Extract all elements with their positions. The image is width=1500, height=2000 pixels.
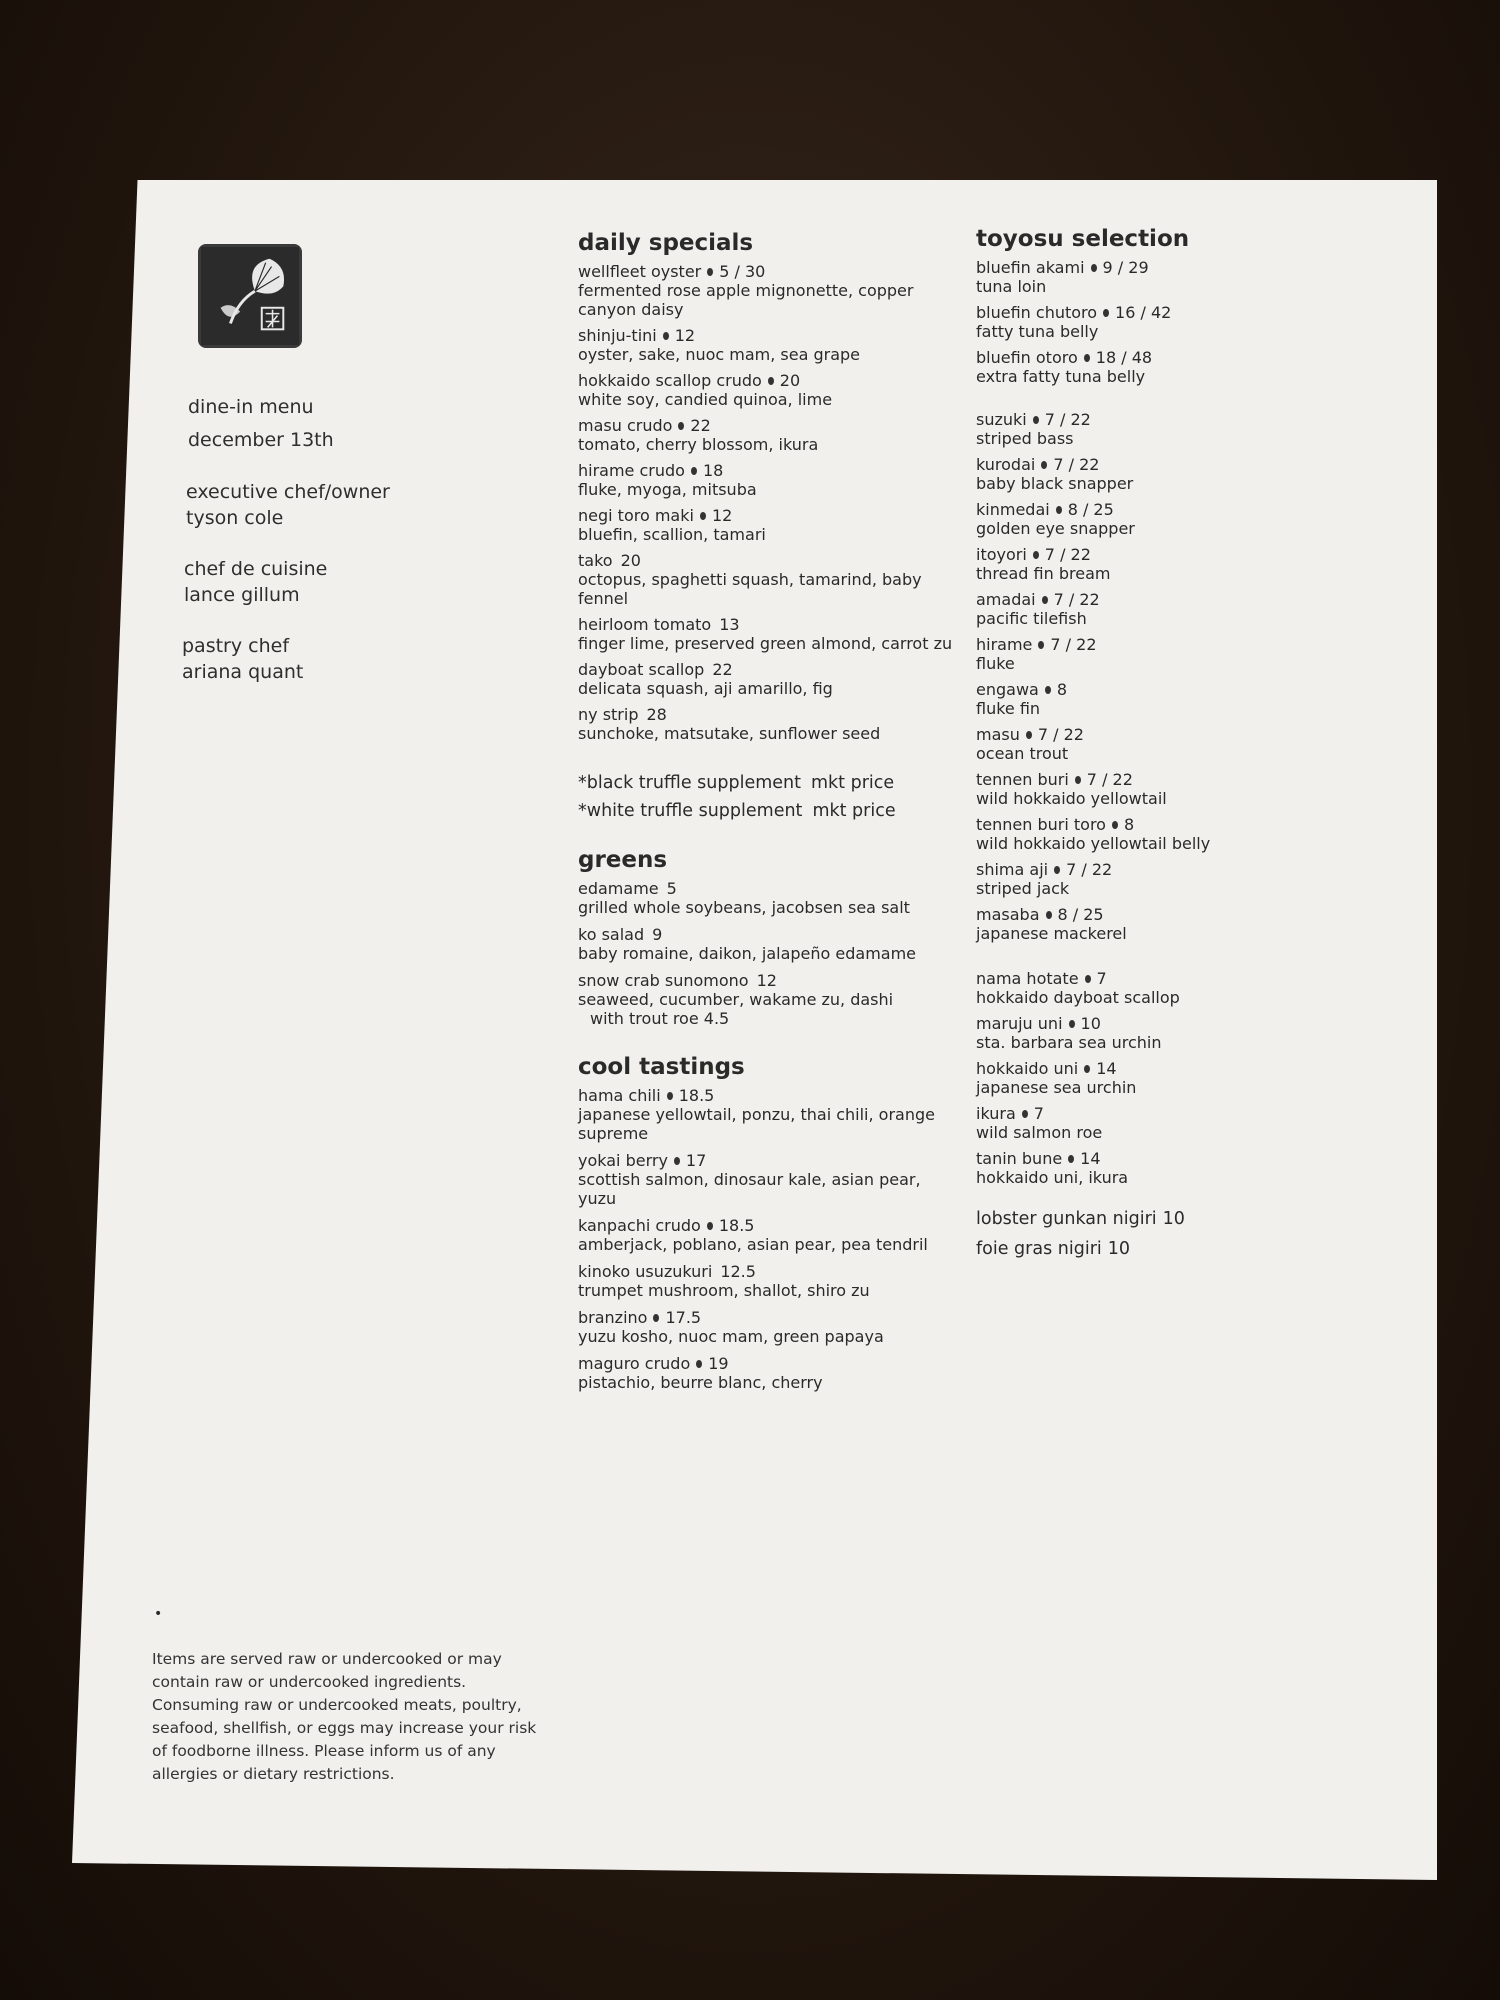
menu-item-name: snow crab sunomono xyxy=(578,971,749,990)
supplement-price: mkt price xyxy=(810,773,895,793)
menu-item-description: amberjack, poblano, asian pear, pea tendril xyxy=(578,1235,928,1254)
menu-item-price: 7 / 22 xyxy=(1037,725,1084,744)
raw-indicator-icon xyxy=(1084,354,1090,362)
raw-indicator-icon xyxy=(1042,596,1048,604)
menu-item xyxy=(578,1151,958,1208)
menu-item-price: 7 / 22 xyxy=(1050,635,1097,654)
menu-item-price: 7 / 22 xyxy=(1053,590,1100,609)
raw-indicator-icon xyxy=(1038,641,1044,649)
menu-date: december 13th xyxy=(188,429,334,451)
menu-item-name: kurodai xyxy=(976,455,1036,474)
menu-item xyxy=(578,506,958,544)
menu-item-description: hokkaido uni, ikura xyxy=(976,1168,1129,1187)
menu-item-name: tennen buri xyxy=(976,770,1069,789)
raw-indicator-icon xyxy=(1033,416,1039,424)
menu-item-description: fatty tuna belly xyxy=(976,322,1099,341)
menu-item-name-line xyxy=(578,371,958,390)
menu-item-price: 20 xyxy=(779,371,801,390)
raw-indicator-icon xyxy=(667,1092,673,1100)
menu-item-price: 7 / 22 xyxy=(1053,455,1100,474)
menu-item-name-line xyxy=(578,551,958,570)
raw-indicator-icon xyxy=(674,1157,680,1165)
menu-item xyxy=(976,860,1276,898)
menu-item-name: hirame xyxy=(976,635,1033,654)
raw-indicator-icon xyxy=(700,512,706,520)
menu-item-price: 10 xyxy=(1080,1014,1101,1033)
menu-item-name-line xyxy=(578,660,958,679)
menu-item-name-line xyxy=(976,905,1276,924)
raw-indicator-icon xyxy=(1045,686,1051,694)
menu-item-description: sunchoke, matsutake, sunflower seed xyxy=(578,724,881,743)
menu-item-name-line xyxy=(976,258,1276,277)
menu-item xyxy=(578,660,958,698)
menu-item-description: wild hokkaido yellowtail xyxy=(976,789,1167,808)
menu-item-name: suzuki xyxy=(976,410,1027,429)
menu-item xyxy=(976,348,1276,386)
menu-item-name-line xyxy=(976,815,1276,834)
menu-item-name-line xyxy=(976,725,1276,744)
menu-item xyxy=(578,1216,958,1254)
menu-item-price: 8 / 25 xyxy=(1067,500,1114,519)
menu-item-name: maruju uni xyxy=(976,1014,1063,1033)
menu-item-name-line xyxy=(578,1262,958,1281)
menu-item-price: 8 xyxy=(1056,680,1068,699)
menu-item-description: grilled whole soybeans, jacobsen sea salt xyxy=(578,898,910,917)
menu-item xyxy=(578,1308,958,1346)
menu-item-price: 9 xyxy=(652,925,663,944)
menu-item-price: 14 xyxy=(1080,1149,1101,1168)
menu-item xyxy=(578,615,958,653)
menu-item-price: 9 / 29 xyxy=(1102,258,1149,277)
menu-item-name: kinmedai xyxy=(976,500,1050,519)
raw-indicator-icon xyxy=(1046,911,1052,919)
menu-item-name-line xyxy=(976,545,1276,564)
extra-price: 10 xyxy=(1162,1209,1185,1229)
supplement-name: *white truffle supplement xyxy=(578,801,803,821)
disclaimer-mark: • xyxy=(154,1606,163,1622)
menu-item-description: extra fatty tuna belly xyxy=(976,367,1146,386)
menu-item-price: 19 xyxy=(708,1354,729,1373)
menu-item xyxy=(976,500,1276,538)
menu-item-price: 18.5 xyxy=(718,1216,755,1235)
menu-item xyxy=(976,815,1276,853)
menu-item-name-line xyxy=(578,879,958,898)
menu-item-name: ko salad xyxy=(578,925,645,944)
menu-item-price: 7 / 22 xyxy=(1086,770,1133,789)
menu-item-description: pistachio, beurre blanc, cherry xyxy=(578,1373,823,1392)
raw-indicator-icon xyxy=(696,1360,702,1368)
menu-item-price: 12 xyxy=(674,326,696,345)
menu-item-description: striped jack xyxy=(976,879,1070,898)
raw-indicator-icon xyxy=(707,1222,713,1230)
raw-indicator-icon xyxy=(1054,866,1060,874)
menu-item-name-line xyxy=(976,635,1276,654)
menu-item-description: white soy, candied quinoa, lime xyxy=(578,390,833,409)
menu-item xyxy=(578,371,958,409)
menu-item-price: 12.5 xyxy=(720,1262,756,1281)
menu-item-name: hama chili xyxy=(578,1086,661,1105)
menu-item xyxy=(578,1086,958,1143)
raw-indicator-icon xyxy=(1022,1110,1028,1118)
menu-item-name-line xyxy=(578,1354,958,1373)
menu-item xyxy=(976,1014,1276,1052)
menu-item-name: hokkaido scallop crudo xyxy=(578,371,762,390)
menu-item-name-line xyxy=(578,925,958,944)
menu-item xyxy=(578,262,958,319)
menu-item-name: kanpachi crudo xyxy=(578,1216,701,1235)
menu-item-name-line xyxy=(976,1104,1276,1123)
menu-item xyxy=(578,326,958,364)
menu-item-name: shima aji xyxy=(976,860,1049,879)
restaurant-logo xyxy=(198,244,302,348)
menu-item-name-line xyxy=(976,1149,1276,1168)
menu-item-description: sta. barbara sea urchin xyxy=(976,1033,1162,1052)
menu-item-price: 8 / 25 xyxy=(1057,905,1104,924)
raw-indicator-icon xyxy=(1033,551,1039,559)
menu-item-price: 18 / 48 xyxy=(1095,348,1153,367)
menu-item-description: fermented rose apple mignonette, copper canyon daisy xyxy=(578,281,914,319)
menu-item-name-line xyxy=(976,770,1276,789)
menu-item-description: fluke fin xyxy=(976,699,1041,718)
middle-column xyxy=(578,230,958,1392)
menu-item-description: tuna loin xyxy=(976,277,1047,296)
menu-item-name: bluefin akami xyxy=(976,258,1085,277)
extra-name: lobster gunkan nigiri xyxy=(976,1209,1157,1229)
menu-item-name: nama hotate xyxy=(976,969,1079,988)
menu-item-description: japanese yellowtail, ponzu, thai chili, orange supreme xyxy=(578,1105,935,1143)
menu-item xyxy=(578,416,958,454)
menu-item xyxy=(976,635,1276,673)
menu-item xyxy=(578,971,958,1028)
menu-item-name-line xyxy=(976,680,1276,699)
menu-item xyxy=(976,258,1276,296)
menu-item xyxy=(976,680,1276,718)
menu-item-description: ocean trout xyxy=(976,744,1069,763)
menu-item-description: yuzu kosho, nuoc mam, green papaya xyxy=(578,1327,884,1346)
menu-item-price: 8 xyxy=(1123,815,1135,834)
menu-item-price: 7 / 22 xyxy=(1066,860,1113,879)
role-name: tyson cole xyxy=(186,507,284,529)
nigiri-extra xyxy=(976,1239,1276,1259)
menu-item-name-line xyxy=(578,971,958,990)
menu-item-price: 22 xyxy=(712,660,733,679)
menu-item-description: seaweed, cucumber, wakame zu, dashi xyxy=(578,990,894,1009)
raw-indicator-icon xyxy=(1069,1020,1075,1028)
menu-item-name: masaba xyxy=(976,905,1040,924)
section-heading-daily-specials: daily specials xyxy=(578,230,754,256)
menu-item-description: scottish salmon, dinosaur kale, asian pear, yuzu xyxy=(578,1170,921,1208)
extra-price: 10 xyxy=(1107,1239,1131,1259)
nigiri-extra xyxy=(976,1209,1276,1229)
menu-item-description: golden eye snapper xyxy=(976,519,1135,538)
menu-item xyxy=(976,969,1276,1007)
right-column xyxy=(976,226,1276,1259)
menu-item-name: ikura xyxy=(976,1104,1016,1123)
raw-indicator-icon xyxy=(1091,264,1097,272)
menu-item-price: 7 xyxy=(1096,969,1107,988)
menu-item-price: 12 xyxy=(756,971,777,990)
raw-indicator-icon xyxy=(1103,309,1109,317)
menu-item-name: edamame xyxy=(578,879,659,898)
menu-item-price: 5 / 30 xyxy=(719,262,766,281)
menu-item-name: negi toro maki xyxy=(578,506,694,525)
menu-item-name-line xyxy=(578,1151,958,1170)
raw-indicator-icon xyxy=(678,422,684,430)
menu-item-name-line xyxy=(976,860,1276,879)
menu-item-price: 18.5 xyxy=(678,1086,715,1105)
menu-item xyxy=(976,545,1276,583)
truffle-supplement xyxy=(578,801,958,821)
raw-indicator-icon xyxy=(1056,506,1062,514)
extra-name: foie gras nigiri xyxy=(976,1239,1102,1259)
menu-item-price: 17.5 xyxy=(665,1308,702,1327)
section-heading-cool-tastings: cool tastings xyxy=(578,1054,745,1080)
menu-item-name-line xyxy=(976,348,1276,367)
menu-item xyxy=(976,455,1276,493)
raw-indicator-icon xyxy=(1075,776,1081,784)
menu-item-description: wild hokkaido yellowtail belly xyxy=(976,834,1211,853)
menu-item-price: 13 xyxy=(719,615,740,634)
raw-indicator-icon xyxy=(768,377,774,385)
menu-item-name-line xyxy=(976,410,1276,429)
truffle-supplement xyxy=(578,773,958,793)
menu-item xyxy=(976,410,1276,448)
menu-type: dine-in menu xyxy=(188,396,314,418)
menu-item xyxy=(578,551,958,608)
menu-item-name-line xyxy=(578,1086,958,1105)
menu-item-name-line xyxy=(578,705,958,724)
menu-item-price: 7 xyxy=(1033,1104,1044,1123)
menu-item-price: 12 xyxy=(711,506,733,525)
menu-item-description: finger lime, preserved green almond, carrot zu xyxy=(578,634,953,653)
menu-item-name-line xyxy=(976,590,1276,609)
section-heading-greens: greens xyxy=(578,847,668,873)
menu-item-description: tomato, cherry blossom, ikura xyxy=(578,435,819,454)
menu-item-name-line xyxy=(976,500,1276,519)
menu-item xyxy=(976,770,1276,808)
supplement-name: *black truffle supplement xyxy=(578,773,801,793)
menu-item-name-line xyxy=(976,1014,1276,1033)
menu-item-name-line xyxy=(578,506,958,525)
menu-item xyxy=(976,905,1276,943)
menu-item-name-line xyxy=(578,461,958,480)
menu-item-name: branzino xyxy=(578,1308,648,1327)
menu-item-description: octopus, spaghetti squash, tamarind, baby fennel xyxy=(578,570,922,608)
raw-indicator-icon xyxy=(663,332,669,340)
menu-item-name-line xyxy=(578,615,958,634)
menu-item-price: 14 xyxy=(1096,1059,1117,1078)
menu-item xyxy=(578,461,958,499)
menu-item-name-line xyxy=(976,969,1276,988)
menu-item-name: itoyori xyxy=(976,545,1027,564)
menu-item-name-line xyxy=(578,326,958,345)
menu-item-name: heirloom tomato xyxy=(578,615,712,634)
menu-item-name-line xyxy=(578,1216,958,1235)
menu-item-name-line xyxy=(578,262,958,281)
menu-item-name: amadai xyxy=(976,590,1036,609)
menu-item-description: baby romaine, daikon, jalapeño edamame xyxy=(578,944,917,963)
menu-item-price: 28 xyxy=(646,705,667,724)
menu-item-name: engawa xyxy=(976,680,1039,699)
menu-item-name: wellfleet oyster xyxy=(578,262,702,281)
menu-item-description: wild salmon roe xyxy=(976,1123,1103,1142)
menu-item-description: hokkaido dayboat scallop xyxy=(976,988,1180,1007)
menu-item-name: ny strip xyxy=(578,705,639,724)
menu-item xyxy=(976,1059,1276,1097)
menu-item-name: tanin bune xyxy=(976,1149,1063,1168)
raw-indicator-icon xyxy=(691,467,697,475)
raw-indicator-icon xyxy=(1068,1155,1074,1163)
role-title: pastry chef xyxy=(182,635,290,657)
menu-item-description: baby black snapper xyxy=(976,474,1134,493)
menu-item-price: 17 xyxy=(685,1151,707,1170)
menu-item-description: thread fin bream xyxy=(976,564,1111,583)
menu-item-price: 18 xyxy=(702,461,724,480)
menu-item-name-line xyxy=(578,1308,958,1327)
menu-item-description: oyster, sake, nuoc mam, sea grape xyxy=(578,345,861,364)
menu-item-name: hokkaido uni xyxy=(976,1059,1079,1078)
menu-item-name: yokai berry xyxy=(578,1151,668,1170)
menu-item-description: fluke, myoga, mitsuba xyxy=(578,480,757,499)
menu-item xyxy=(578,879,958,917)
raw-indicator-icon xyxy=(1041,461,1047,469)
menu-item-name: dayboat scallop xyxy=(578,660,705,679)
menu-item-name: maguro crudo xyxy=(578,1354,691,1373)
role-title: chef de cuisine xyxy=(184,558,328,580)
raw-food-disclaimer: Items are served raw or undercooked or may contain raw or undercooked ingredients. Consuming raw or undercooked meats, poultry, seafood, shellfish, or eggs may increase your risk of foodborne illness. Please inform us of any allergies or dietary restrictions. xyxy=(152,1650,537,1783)
role-title: executive chef/owner xyxy=(186,481,390,503)
menu-item-description: fluke xyxy=(976,654,1015,673)
raw-indicator-icon xyxy=(1026,731,1032,739)
raw-indicator-icon xyxy=(1112,821,1118,829)
ginkgo-leaf-icon xyxy=(201,247,299,345)
role-name: lance gillum xyxy=(184,584,300,606)
menu-item-price: 20 xyxy=(620,551,641,570)
menu-item-description: delicata squash, aji amarillo, fig xyxy=(578,679,833,698)
raw-indicator-icon xyxy=(1085,975,1091,983)
menu-item-description: pacific tilefish xyxy=(976,609,1087,628)
menu-item-price: 7 / 22 xyxy=(1044,410,1091,429)
raw-indicator-icon xyxy=(707,268,713,276)
menu-item-name: bluefin otoro xyxy=(976,348,1078,367)
menu-item-name: hirame crudo xyxy=(578,461,685,480)
menu-item-name: tennen buri toro xyxy=(976,815,1106,834)
menu-item-name-line xyxy=(578,416,958,435)
menu-item-name-line xyxy=(976,303,1276,322)
menu-item-price: 16 / 42 xyxy=(1115,303,1172,322)
menu-item-name: tako xyxy=(578,551,613,570)
menu-item-description: trumpet mushroom, shallot, shiro zu xyxy=(578,1281,870,1300)
menu-item-name: kinoko usuzukuri xyxy=(578,1262,713,1281)
menu-item xyxy=(976,590,1276,628)
menu-item-description: japanese mackerel xyxy=(976,924,1127,943)
menu-item-name-line xyxy=(976,1059,1276,1078)
menu-item xyxy=(578,1262,958,1300)
menu-item xyxy=(976,1149,1276,1187)
raw-indicator-icon xyxy=(1084,1065,1090,1073)
role-name: ariana quant xyxy=(182,661,304,683)
menu-item xyxy=(578,705,958,743)
menu-item-description: bluefin, scallion, tamari xyxy=(578,525,766,544)
menu-item xyxy=(578,1354,958,1392)
menu-item-name: shinju-tini xyxy=(578,326,657,345)
menu-item-description: striped bass xyxy=(976,429,1074,448)
menu-item-price: 5 xyxy=(666,879,677,898)
raw-indicator-icon xyxy=(653,1314,659,1322)
menu-item-price: 7 / 22 xyxy=(1044,545,1091,564)
menu-item xyxy=(976,725,1276,763)
menu-item xyxy=(578,925,958,963)
menu-item-name: masu crudo xyxy=(578,416,673,435)
menu-item-price: 22 xyxy=(690,416,711,435)
menu-item-addon: with trout roe 4.5 xyxy=(590,1009,730,1028)
supplement-price: mkt price xyxy=(812,801,896,821)
menu-item-name: bluefin chutoro xyxy=(976,303,1098,322)
menu-item-name-line xyxy=(976,455,1276,474)
menu-item xyxy=(976,303,1276,341)
menu-item-name: masu xyxy=(976,725,1020,744)
menu-item xyxy=(976,1104,1276,1142)
menu-item-description: japanese sea urchin xyxy=(976,1078,1137,1097)
section-heading-toyosu: toyosu selection xyxy=(976,226,1190,252)
